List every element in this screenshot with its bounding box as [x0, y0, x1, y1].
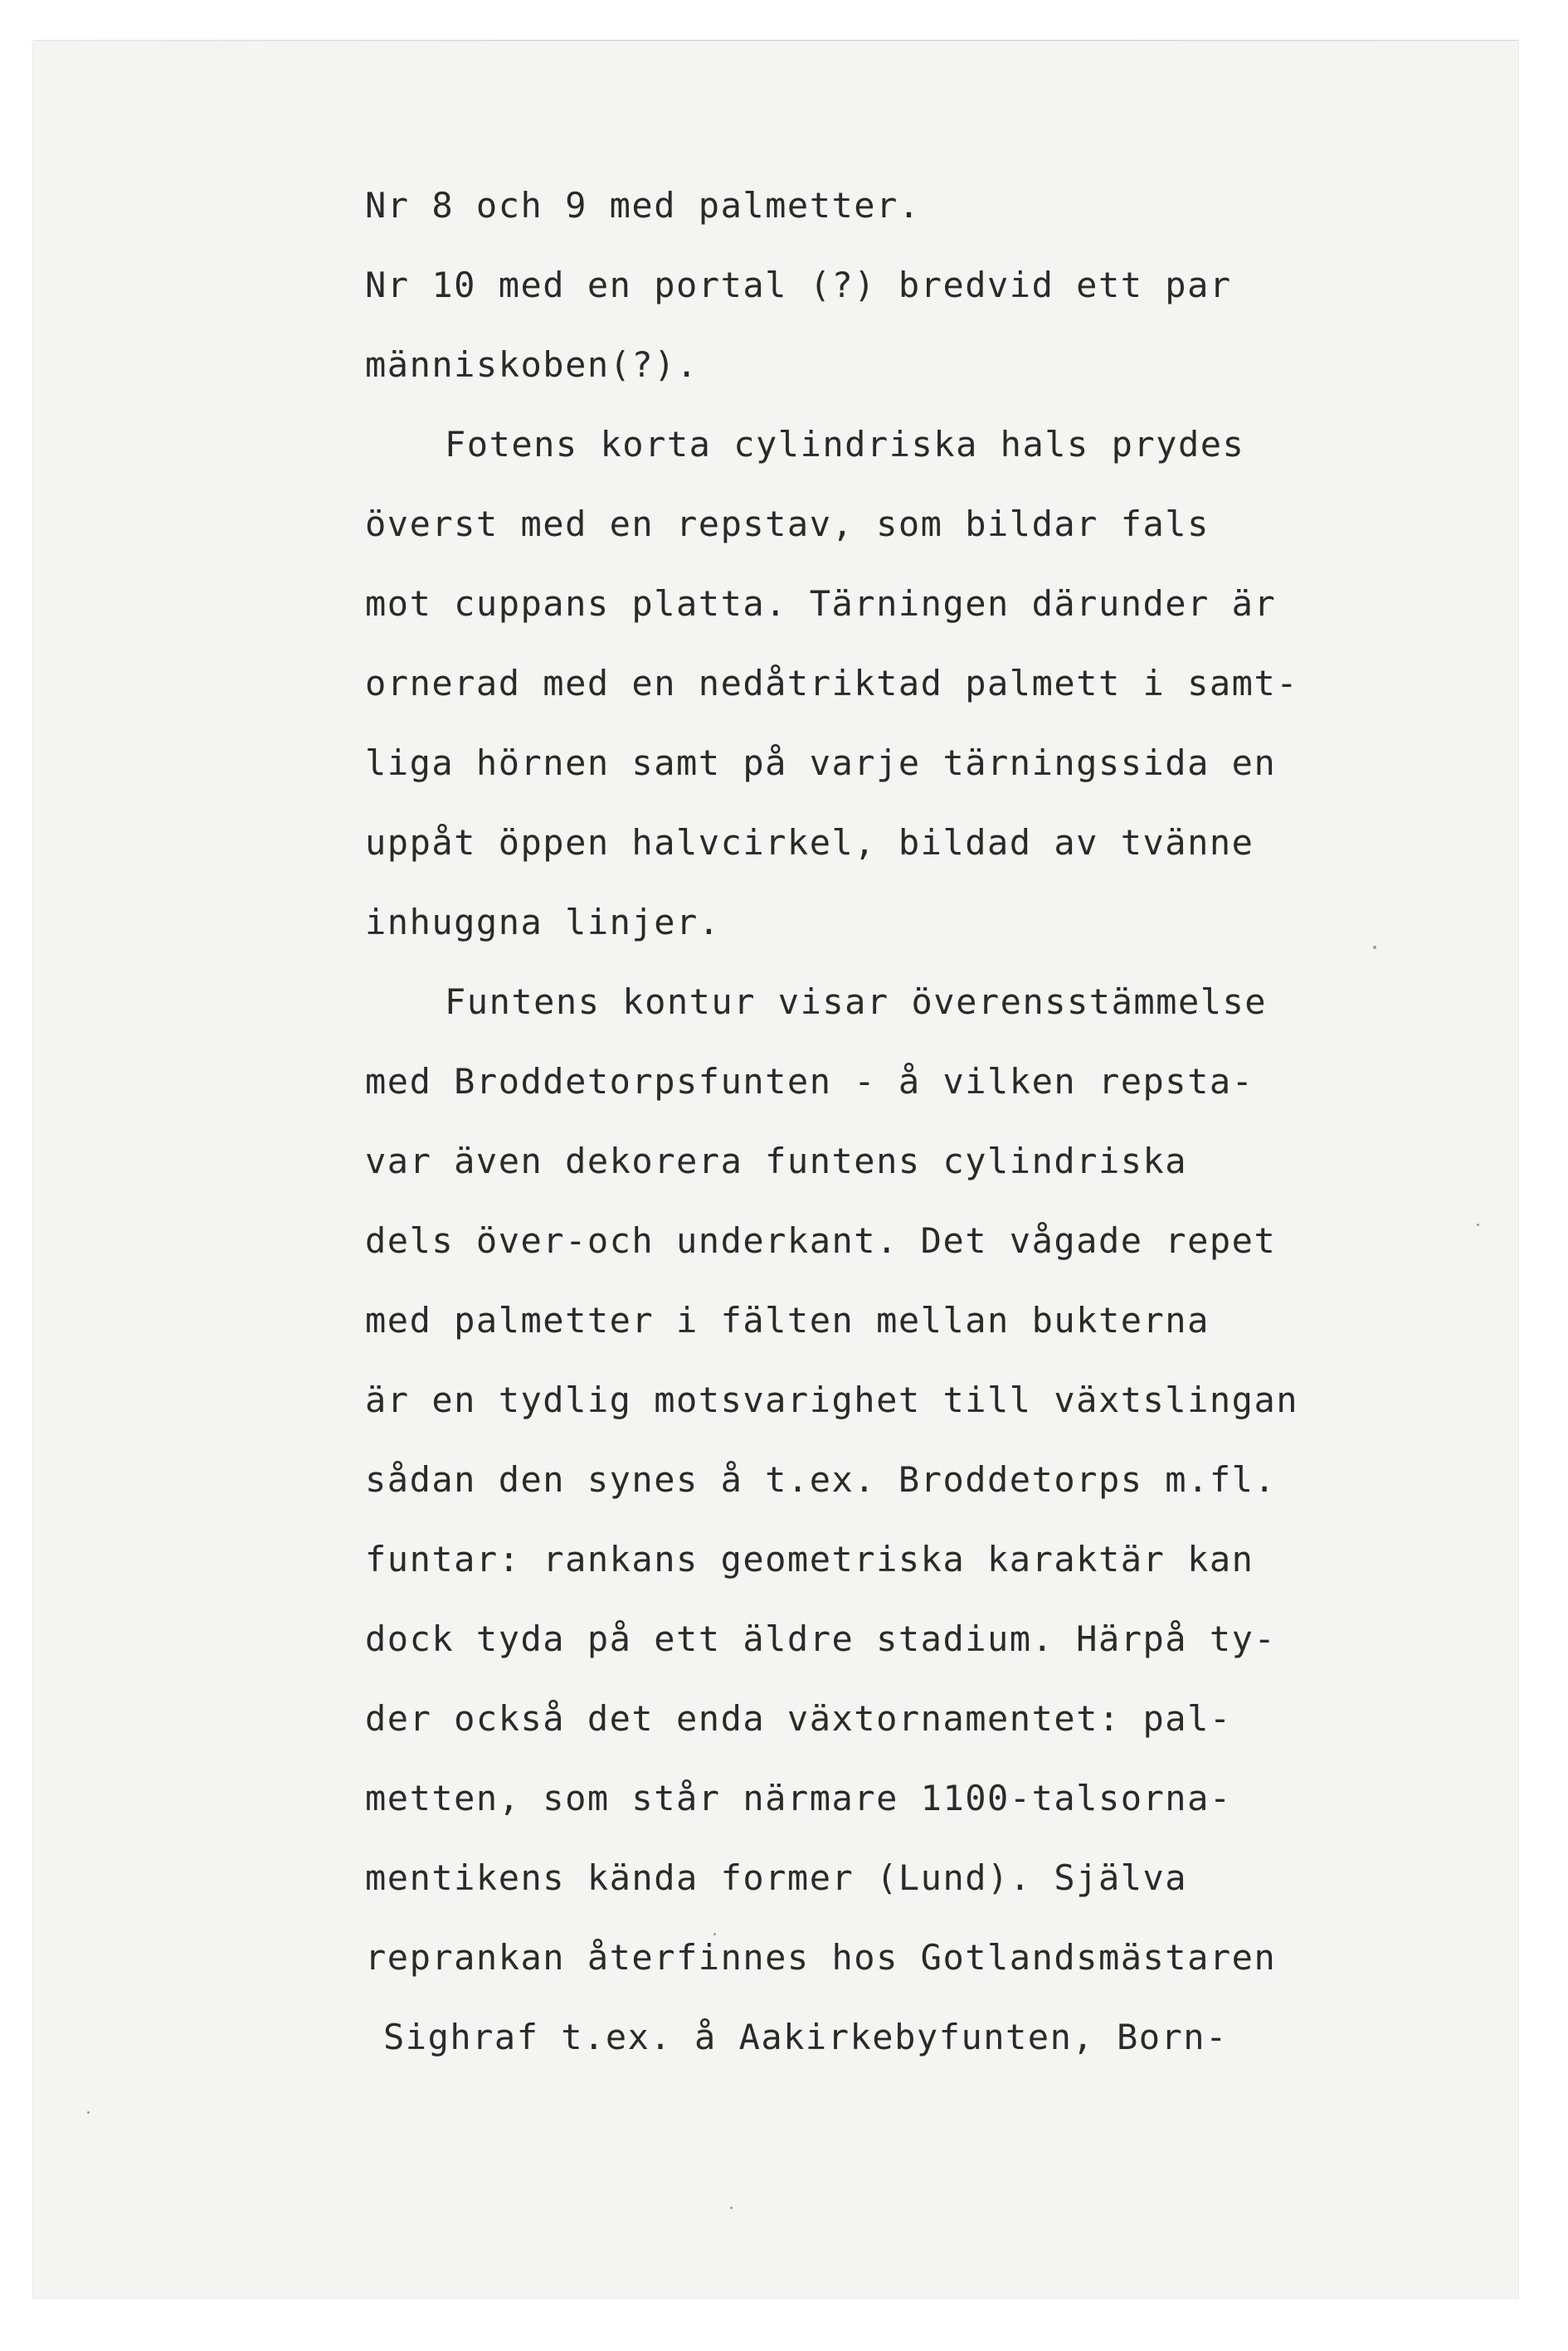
paragraph-first-line: Funtens kontur visar överensstämmelse	[445, 981, 1268, 1022]
text-line: sådan den synes å t.ex. Broddetorps m.fl.	[365, 1459, 1277, 1500]
text-line: överst med en repstav, som bildar fals	[365, 504, 1210, 544]
text-line: funtar: rankans geometriska karaktär kan	[365, 1539, 1254, 1580]
text-line: med Broddetorpsfunten - å vilken repsta-	[365, 1061, 1254, 1102]
text-line: med palmetter i fälten mellan bukterna	[365, 1300, 1210, 1341]
paper-speck	[87, 2111, 90, 2114]
text-line: uppåt öppen halvcirkel, bildad av tvänne	[365, 822, 1254, 863]
paper-speck	[1477, 1224, 1479, 1226]
text-line: reprankan återfinnes hos Gotlandsmästaren	[365, 1937, 1277, 1978]
text-line: var även dekorera funtens cylindriska	[365, 1141, 1188, 1181]
text-line: metten, som står närmare 1100-talsorna-	[365, 1778, 1232, 1818]
text-line: människoben(?).	[365, 344, 699, 385]
text-line: dock tyda på ett äldre stadium. Härpå ty-	[365, 1618, 1277, 1659]
text-line: är en tydlig motsvarighet till växtslingan	[365, 1380, 1299, 1420]
paper-speck	[1373, 946, 1376, 949]
paragraph-first-line: Fotens korta cylindriska hals prydes	[445, 424, 1245, 465]
paper-speck	[730, 2207, 733, 2209]
text-line: mentikens kända former (Lund). Själva	[365, 1857, 1188, 1898]
text-line: inhuggna linjer.	[365, 902, 721, 942]
text-line: ornerad med en nedåtriktad palmett i samt-	[365, 663, 1299, 703]
text-line: dels över-och underkant. Det vågade repet	[365, 1220, 1277, 1261]
text-line: liga hörnen samt på varje tärningssida en	[365, 742, 1277, 783]
text-line: Nr 10 med en portal (?) bredvid ett par	[365, 265, 1232, 305]
typewritten-text	[365, 166, 1460, 2077]
text-line: mot cuppans platta. Tärningen därunder är	[365, 583, 1277, 624]
text-line: der också det enda växtornamentet: pal-	[365, 1698, 1232, 1739]
text-line: Sighraf t.ex. å Aakirkebyfunten, Born-	[383, 2017, 1228, 2057]
paper-speck	[713, 1933, 716, 1935]
text-line: Nr 8 och 9 med palmetter.	[365, 185, 921, 226]
